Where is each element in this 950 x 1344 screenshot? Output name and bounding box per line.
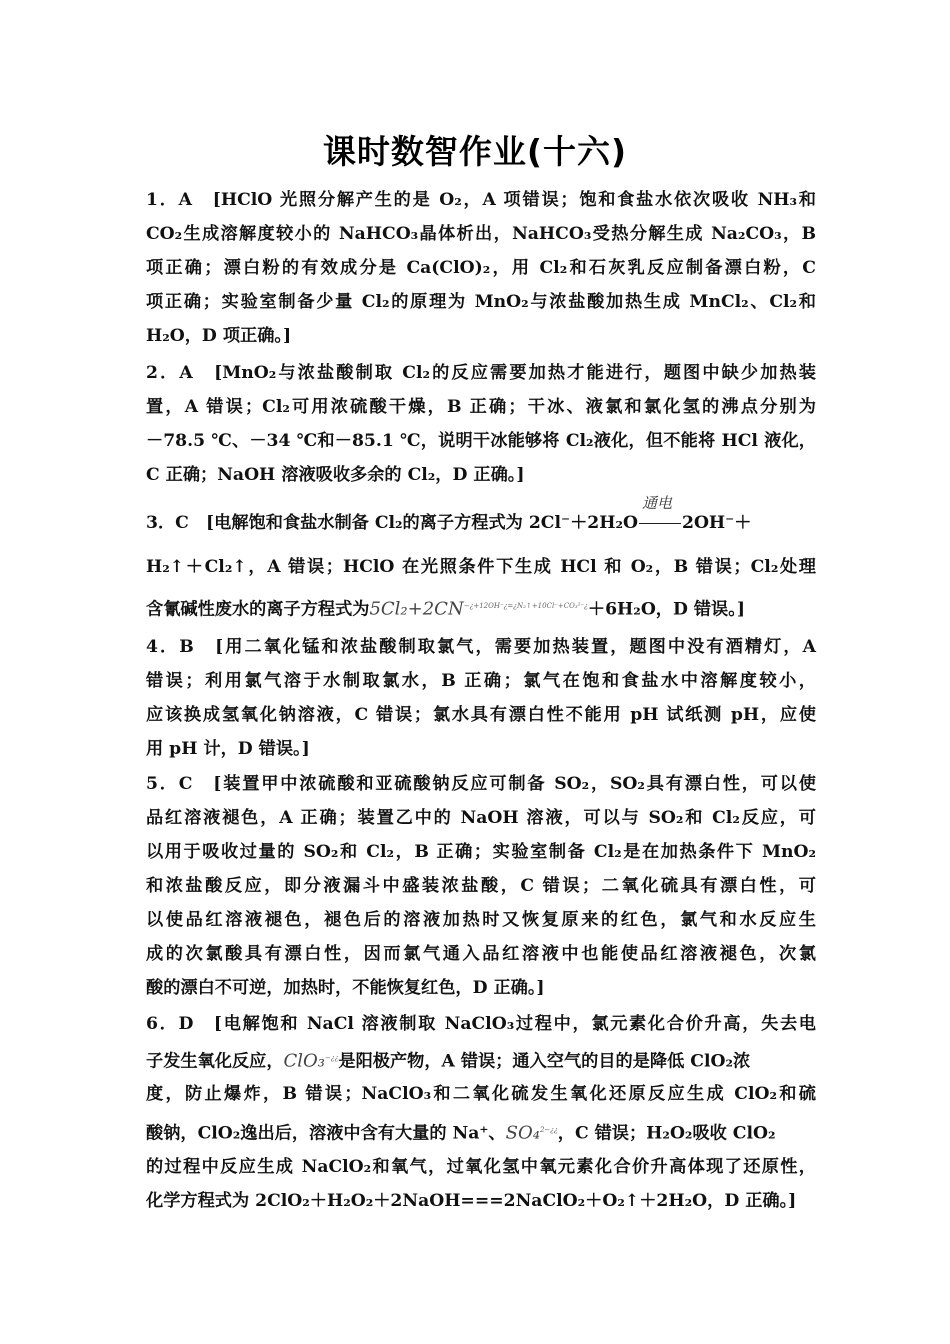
equation-text: 含氰碱性废水的离子方程式为 xyxy=(146,599,370,620)
math-superscript: 2−¿¿ xyxy=(539,1126,558,1134)
math-formula: ClO₃ xyxy=(283,1050,326,1072)
equation-line xyxy=(146,1047,816,1072)
equation-text: 2OH⁻＋ xyxy=(681,513,752,533)
text-line: 置，A 错误；Cl₂可用浓硫酸干燥，B 正确；干冰、液氯和氯化氢的沸点分别为 xyxy=(146,397,816,417)
equation-text: 子发生氧化反应， xyxy=(146,1051,284,1072)
equation-text: ＋6H₂O，D 错误。] xyxy=(587,599,745,620)
math-formula: 5Cl₂+2CN xyxy=(369,598,464,620)
text-line: 成的次氯酸具有漂白性，因而氯气通入品红溶液中也能使品红溶液褪色，次氯 xyxy=(146,944,816,964)
text-line: 5．C [装置甲中浓硫酸和亚硫酸钠反应可制备 SO₂，SO₂具有漂白性，可以使 xyxy=(146,774,816,794)
equation-text: 3．C [电解饱和食盐水制备 Cl₂的离子方程式为 2Cl⁻＋2H₂O xyxy=(146,513,638,533)
text-line: 的过程中反应生成 NaClO₂和氧气，过氧化氢中氧元素化合价升高体现了还原性， xyxy=(146,1157,816,1177)
arrow-condition: 通电 xyxy=(641,494,672,512)
math-superscript: −¿¿ xyxy=(325,1054,339,1062)
text-line: －78.5 ℃、－34 ℃和－85.1 ℃，说明干冰能够将 Cl₂液化，但不能将 HCl 液化， xyxy=(146,431,816,451)
math-formula: SO₄ xyxy=(505,1122,540,1144)
text-line: CO₂生成溶解度较小的 NaHCO₃晶体析出，NaHCO₃受热分解生成 Na₂CO₃，B xyxy=(146,224,816,244)
text-line: 品红溶液褪色，A 正确；装置乙中的 NaOH 溶液，可以与 SO₂和 Cl₂反应，可 xyxy=(146,808,816,828)
text-line: 6．D [电解饱和 NaCl 溶液制取 NaClO₃过程中，氯元素化合价升高，失去电 xyxy=(146,1014,816,1034)
text-line: 和浓盐酸反应，即分液漏斗中盛装浓盐酸，C 错误；二氧化硫具有漂白性，可 xyxy=(146,876,816,896)
arrow-bar xyxy=(639,523,681,524)
text-line: 化学方程式为 2ClO₂＋H₂O₂＋2NaOH===2NaClO₂＋O₂↑＋2H₂O，D 正确。] xyxy=(146,1191,797,1211)
equation-line xyxy=(146,494,816,534)
equation-line xyxy=(146,595,816,620)
equation-text: 是阳极产物，A 错误；通入空气的目的是降低 ClO₂浓 xyxy=(338,1051,751,1072)
math-superscript: −¿+12OH⁻¿=¿N₂↑+10Cl⁻+CO₃²⁻¿ xyxy=(463,602,588,610)
equation-text: 酸钠，ClO₂逸出后，溶液中含有大量的 Na⁺、 xyxy=(146,1123,506,1144)
text-line: 应该换成氢氧化钠溶液，C 错误；氯水具有漂白性不能用 pH 试纸测 pH，应使 xyxy=(146,705,816,725)
text-line: 错误；利用氯气溶于水制取氯水，B 正确；氯气在饱和食盐水中溶解度较小， xyxy=(146,671,816,691)
text-line: 1．A [HClO 光照分解产生的是 O₂，A 项错误；饱和食盐水依次吸收 NH₃和 xyxy=(146,190,816,210)
text-line: H₂O，D 项正确。] xyxy=(146,326,292,346)
text-line: 项正确；漂白粉的有效成分是 Ca(ClO)₂，用 Cl₂和石灰乳反应制备漂白粉，C xyxy=(146,258,816,278)
text-line: C 正确；NaOH 溶液吸收多余的 Cl₂，D 正确。] xyxy=(146,465,525,485)
text-line: 度，防止爆炸，B 错误；NaClO₃和二氧化硫发生氧化还原反应生成 ClO₂和硫 xyxy=(146,1084,816,1104)
text-line: 以使品红溶液褪色，褪色后的溶液加热时又恢复原来的红色，氯气和水反应生 xyxy=(146,910,816,930)
text-line: 2．A [MnO₂与浓盐酸制取 Cl₂的反应需要加热才能进行，题图中缺少加热装 xyxy=(146,363,816,383)
text-line: H₂↑＋Cl₂↑，A 错误；HClO 在光照条件下生成 HCl 和 O₂，B 错误；Cl₂处理 xyxy=(146,557,816,577)
reaction-arrow xyxy=(638,494,682,534)
text-line: 4．B [用二氧化锰和浓盐酸制取氯气，需要加热装置，题图中没有酒精灯，A xyxy=(146,637,816,657)
equation-text: ，C 错误；H₂O₂吸收 ClO₂ xyxy=(557,1123,776,1144)
page-title: 课时数智作业(十六) xyxy=(322,132,628,171)
text-line: 用 pH 计，D 错误。] xyxy=(146,739,310,759)
text-line: 项正确；实验室制备少量 Cl₂的原理为 MnO₂与浓盐酸加热生成 MnCl₂、Cl₂和 xyxy=(146,292,816,312)
text-line: 酸的漂白不可逆，加热时，不能恢复红色，D 正确。] xyxy=(146,978,545,998)
text-line: 以用于吸收过量的 SO₂和 Cl₂，B 正确；实验室制备 Cl₂是在加热条件下 MnO₂ xyxy=(146,842,816,862)
equation-line xyxy=(146,1119,816,1144)
